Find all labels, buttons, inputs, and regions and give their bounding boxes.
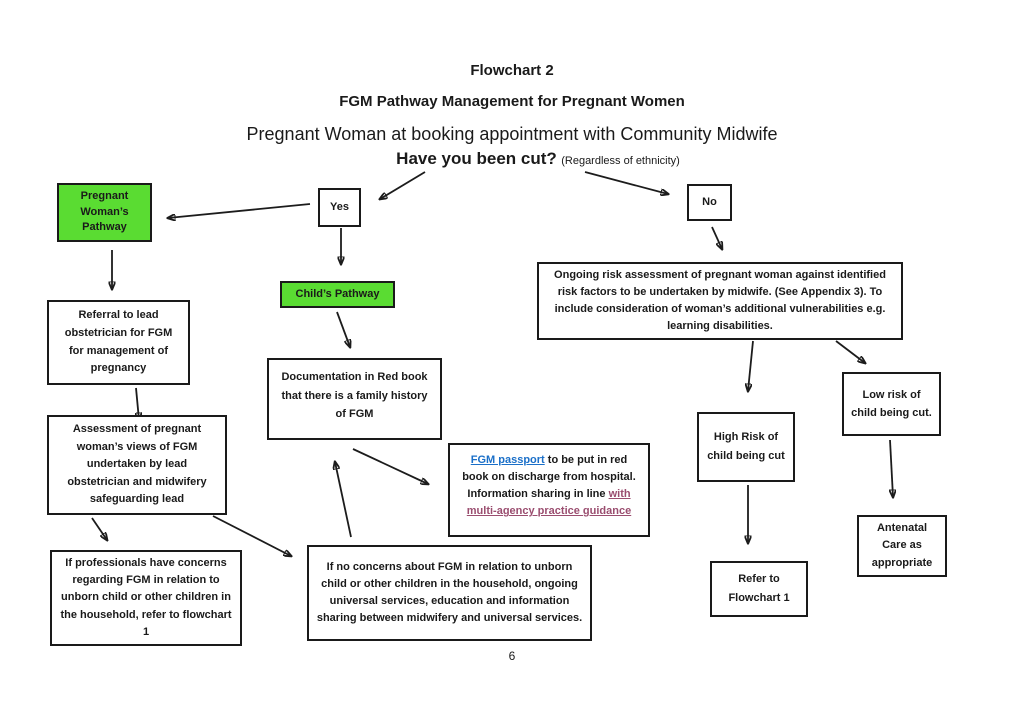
arrow-question-to-yes	[380, 172, 425, 199]
question-note: (Regardless of ethnicity)	[561, 155, 680, 167]
node-childs-pathway: Child’s Pathway	[280, 281, 395, 308]
arrow-risk-to-low-risk	[836, 341, 865, 363]
fgm-passport-link[interactable]: FGM passport	[470, 454, 545, 466]
node-refer-flowchart-1: Refer to Flowchart 1	[710, 561, 808, 617]
node-no-concerns: If no concerns about FGM in relation to unborn child or other children in the household, ongoing universal services, education and information sharing between midwifery and universal services.	[307, 545, 592, 641]
multi-agency-guidance-link[interactable]: with multi-agency practice guidance	[466, 488, 632, 518]
page-title: Flowchart 2	[470, 62, 554, 79]
node-documentation-red-book: Documentation in Red book that there is a family history of FGM	[267, 358, 442, 440]
fgm-passport-text: to be put in red book on discharge from hospital. Information sharing in line	[462, 454, 636, 501]
arrow-assessment-to-professionals	[92, 518, 107, 540]
node-risk-assessment: Ongoing risk assessment of pregnant woman against identified risk factors to be undertaken by midwife. (See Appendix 3). To include consideration of woman’s additional vulnerabilities e.g. learning disabilities.	[537, 262, 903, 340]
arrow-yes-to-pregnant-pathway	[168, 204, 310, 218]
arrow-risk-to-high-risk	[748, 341, 753, 391]
arrow-documentation-to-passport	[353, 449, 428, 484]
node-antenatal-care: Antenatal Care as appropriate	[857, 515, 947, 577]
arrow-no-to-risk-assessment	[712, 227, 722, 249]
arrow-question-to-no	[585, 172, 668, 194]
question-text: Have you been cut?	[396, 149, 557, 168]
node-pregnant-womans-pathway: Pregnant Woman’s Pathway	[57, 183, 152, 242]
node-referral-obstetrician: Referral to lead obstetrician for FGM for management of pregnancy	[47, 300, 190, 385]
node-high-risk: High Risk of child being cut	[697, 412, 795, 482]
page-subtitle: FGM Pathway Management for Pregnant Women	[339, 93, 685, 110]
arrow-no-concerns-to-documentation	[335, 462, 351, 537]
node-professionals-concerns: If professionals have concerns regarding FGM in relation to unborn child or other children in the household, refer to flowchart 1	[50, 550, 242, 646]
question-line	[396, 149, 680, 169]
arrow-low-risk-to-antenatal	[890, 440, 893, 497]
chart-heading: Pregnant Woman at booking appointment with Community Midwife	[246, 124, 778, 144]
node-assessment-views: Assessment of pregnant woman’s views of FGM undertaken by lead obstetrician and midwifery safeguarding lead	[47, 415, 227, 515]
arrow-childs-pathway-to-documentation	[337, 312, 350, 347]
page-number: 6	[508, 649, 516, 663]
node-yes: Yes	[318, 188, 361, 227]
node-fgm-passport	[448, 443, 650, 537]
node-low-risk: Low risk of child being cut.	[842, 372, 941, 436]
node-no: No	[687, 184, 732, 221]
